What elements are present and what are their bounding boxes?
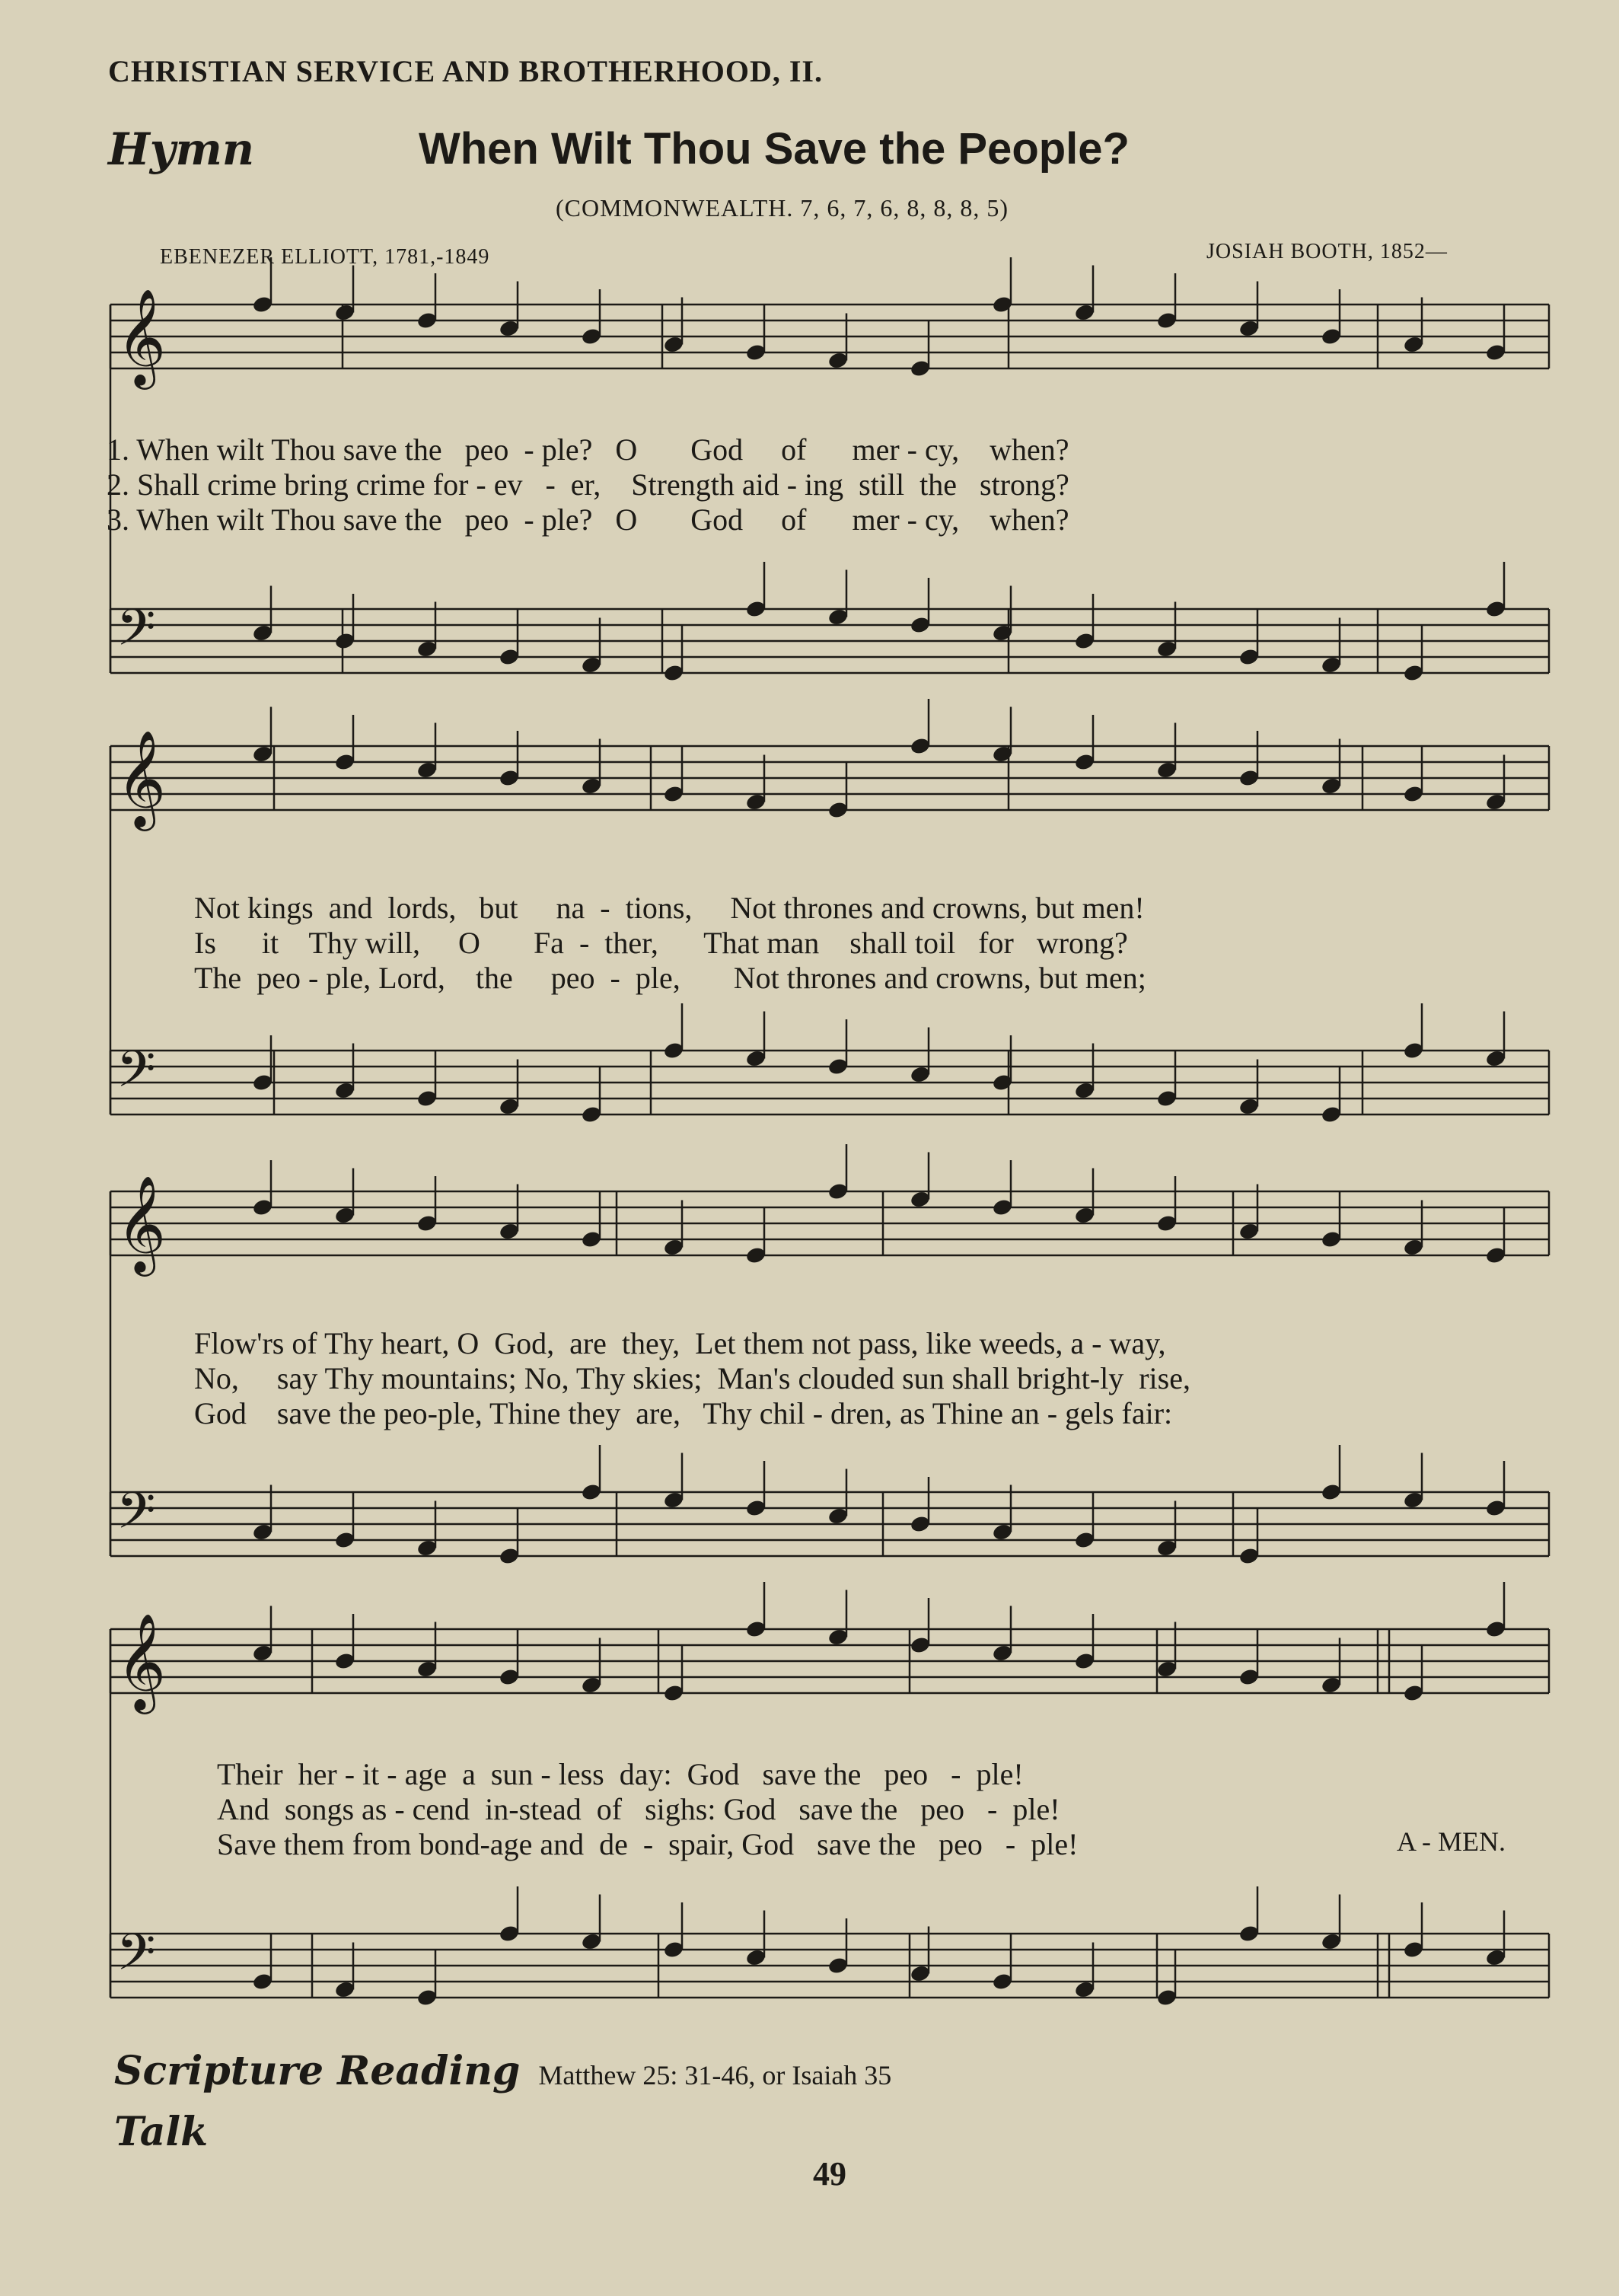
lyric-line: Is it Thy will, O Fa - ther, That man shall toil for wrong? <box>194 926 1128 960</box>
lyric-line: 2. Shall crime bring crime for - ev - er, Strength aid - ing still the strong? <box>107 467 1069 502</box>
lyric-line: 1. When wilt Thou save the peo - ple? O God of mer - cy, when? <box>107 432 1069 467</box>
clef-glyph: 𝄢 <box>116 598 156 669</box>
lyric-line: God save the peo-ple, Thine they are, Thy chil - dren, as Thine an - gels fair: <box>194 1396 1173 1430</box>
clef-glyph: 𝄢 <box>116 1481 156 1552</box>
lyric-line: Flow'rs of Thy heart, O God, are they, Let them not pass, like weeds, a - way, <box>194 1326 1166 1360</box>
hymn-title: When Wilt Thou Save the People? <box>419 124 1130 174</box>
clef-glyph: 𝄞 <box>116 1612 167 1710</box>
tune-meter: (COMMONWEALTH. 7, 6, 7, 6, 8, 8, 8, 5) <box>556 194 1009 222</box>
clef-glyph: 𝄢 <box>116 1040 156 1111</box>
lyric-line: Save them from bond-age and de - spair, God save the peo - ple! <box>217 1827 1079 1861</box>
clef-glyph: 𝄞 <box>116 1175 167 1272</box>
lyric-line: 3. When wilt Thou save the peo - ple? O God of mer - cy, when? <box>107 502 1069 537</box>
clef-glyph: 𝄞 <box>116 729 167 827</box>
page-header: CHRISTIAN SERVICE AND BROTHERHOOD, II. <box>108 54 823 88</box>
page-number: 49 <box>813 2155 846 2192</box>
scripture-label: Scripture Reading <box>114 2048 521 2094</box>
lyric-line: Their her - it - age a sun - less day: God save the peo - ple! <box>217 1757 1024 1791</box>
lyric-line: No, say Thy mountains; No, Thy skies; Man's clouded sun shall bright-ly rise, <box>194 1361 1190 1395</box>
lyrics-system-3 <box>194 1326 1619 1431</box>
clef-glyph: 𝄞 <box>116 288 167 385</box>
lyrics-system-1 <box>107 432 1553 537</box>
amen-text: A - MEN. <box>1397 1826 1506 1857</box>
lyric-line: Not kings and lords, but na - tions, Not thrones and crowns, but men! <box>194 891 1145 925</box>
clef-glyph: 𝄢 <box>116 1923 156 1994</box>
composer-credit: JOSIAH BOOTH, 1852— <box>1206 240 1448 263</box>
talk-label: Talk <box>114 2109 209 2155</box>
scripture-reference: Matthew 25: 31-46, or Isaiah 35 <box>538 2060 892 2090</box>
author-credit: EBENEZER ELLIOTT, 1781,-1849 <box>160 245 490 269</box>
lyric-line: The peo - ple, Lord, the peo - ple, Not thrones and crowns, but men; <box>194 961 1146 995</box>
hymn-label: Hymn <box>108 123 255 175</box>
scripture-reading <box>114 2048 891 2094</box>
lyric-line: And songs as - cend in-stead of sighs: God save the peo - ple! <box>217 1792 1060 1826</box>
lyrics-system-2 <box>194 891 1619 996</box>
